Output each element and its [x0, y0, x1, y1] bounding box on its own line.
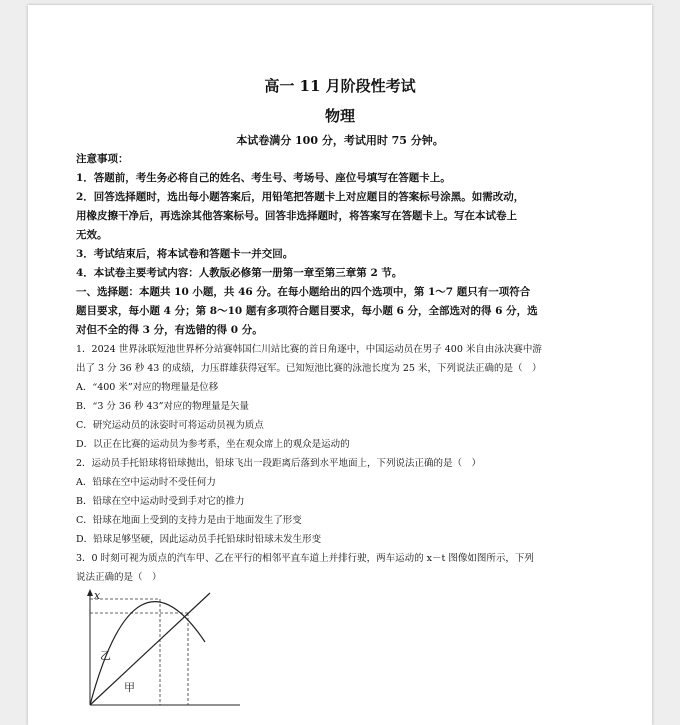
q1-option-c: C．研究运动员的泳姿时可将运动员视为质点 [76, 420, 264, 431]
q1-option-a: A．“400 米”对应的物理量是位移 [76, 382, 219, 393]
q1-option-d: D．以正在比赛的运动员为参考系，坐在观众席上的观众是运动的 [76, 439, 350, 450]
section-instruction: 对但不全的得 3 分，有选错的得 0 分。 [76, 324, 263, 336]
notice-line: 2．回答选择题时，选出每小题答案后，用铅笔把答题卡上对应题目的答案标号涂黑。如需改动， [76, 191, 525, 203]
notice-line: 无效。 [76, 229, 108, 241]
notice-line: 1．答题前，考生务必将自己的姓名、考生号、考场号、座位号填写在答题卡上。 [76, 172, 451, 184]
q2-option-b: B．铅球在空中运动时受到手对它的推力 [76, 496, 245, 507]
exam-title: 高一 11 月阶段性考试 [264, 77, 416, 95]
notice-line: 4．本试卷主要考试内容：人教版必修第一册第一章至第三章第 2 节。 [76, 267, 403, 279]
y-axis-label: x [94, 589, 101, 602]
q1-stem: 出了 3 分 36 秒 43 的成绩，力压群雄获得冠军。已知短池比赛的泳池长度为 25 米，下列说法正确的是（ ） [76, 363, 542, 374]
q1-option-b: B．“3 分 36 秒 43”对应的物理量是矢量 [76, 401, 249, 412]
exam-subject: 物理 [324, 107, 355, 125]
notice-line: 3．考试结束后，将本试卷和答题卡一并交回。 [76, 248, 294, 260]
q2-stem: 2．运动员手托铅球将铅球抛出，铅球飞出一段距离后落到水平地面上，下列说法正确的是（ ） [76, 458, 482, 469]
q2-option-d: D．铅球足够坚硬，因此运动员手托铅球时铅球未发生形变 [76, 534, 322, 545]
q1-stem: 1．2024 世界泳联短池世界杯分站赛韩国仁川站比赛的首日角逐中，中国运动员在男子 400 米自由泳决赛中游 [76, 344, 542, 355]
y-axis-arrow [87, 589, 93, 596]
q3-stem: 说法正确的是（ ） [76, 572, 162, 583]
exam-info: 本试卷满分 100 分，考试用时 75 分钟。 [236, 134, 444, 147]
q2-option-c: C．铅球在地面上受到的支持力是由于地面发生了形变 [76, 515, 302, 526]
exam-content [76, 150, 606, 587]
curve-yi-label: 乙 [100, 649, 111, 662]
xt-graph-svg [80, 587, 240, 712]
line-jia-label: 甲 [124, 681, 135, 694]
q3-stem: 3．0 时刻可视为质点的汽车甲、乙在平行的相邻平直车道上并排行驶，两车运动的 x－t 图像如图所示，下列 [76, 553, 534, 564]
q2-option-a: A．铅球在空中运动时不受任何力 [76, 477, 216, 488]
section-instruction: 题目要求，每小题 4 分；第 8～10 题有多项符合题目要求，每小题 6 分，全部选对的得 6 分，选 [76, 305, 538, 317]
notice-heading: 注意事项： [76, 153, 129, 165]
section-instruction: 一、选择题：本题共 10 小题，共 46 分。在每小题给出的四个选项中，第 1～7 题只有一项符合 [76, 286, 531, 298]
exam-page [28, 5, 652, 725]
notice-line: 用橡皮擦干净后，再选涂其他答案标号。回答非选择题时，将答案写在答题卡上。写在本试卷上 [76, 210, 517, 222]
xt-graph [80, 587, 240, 712]
